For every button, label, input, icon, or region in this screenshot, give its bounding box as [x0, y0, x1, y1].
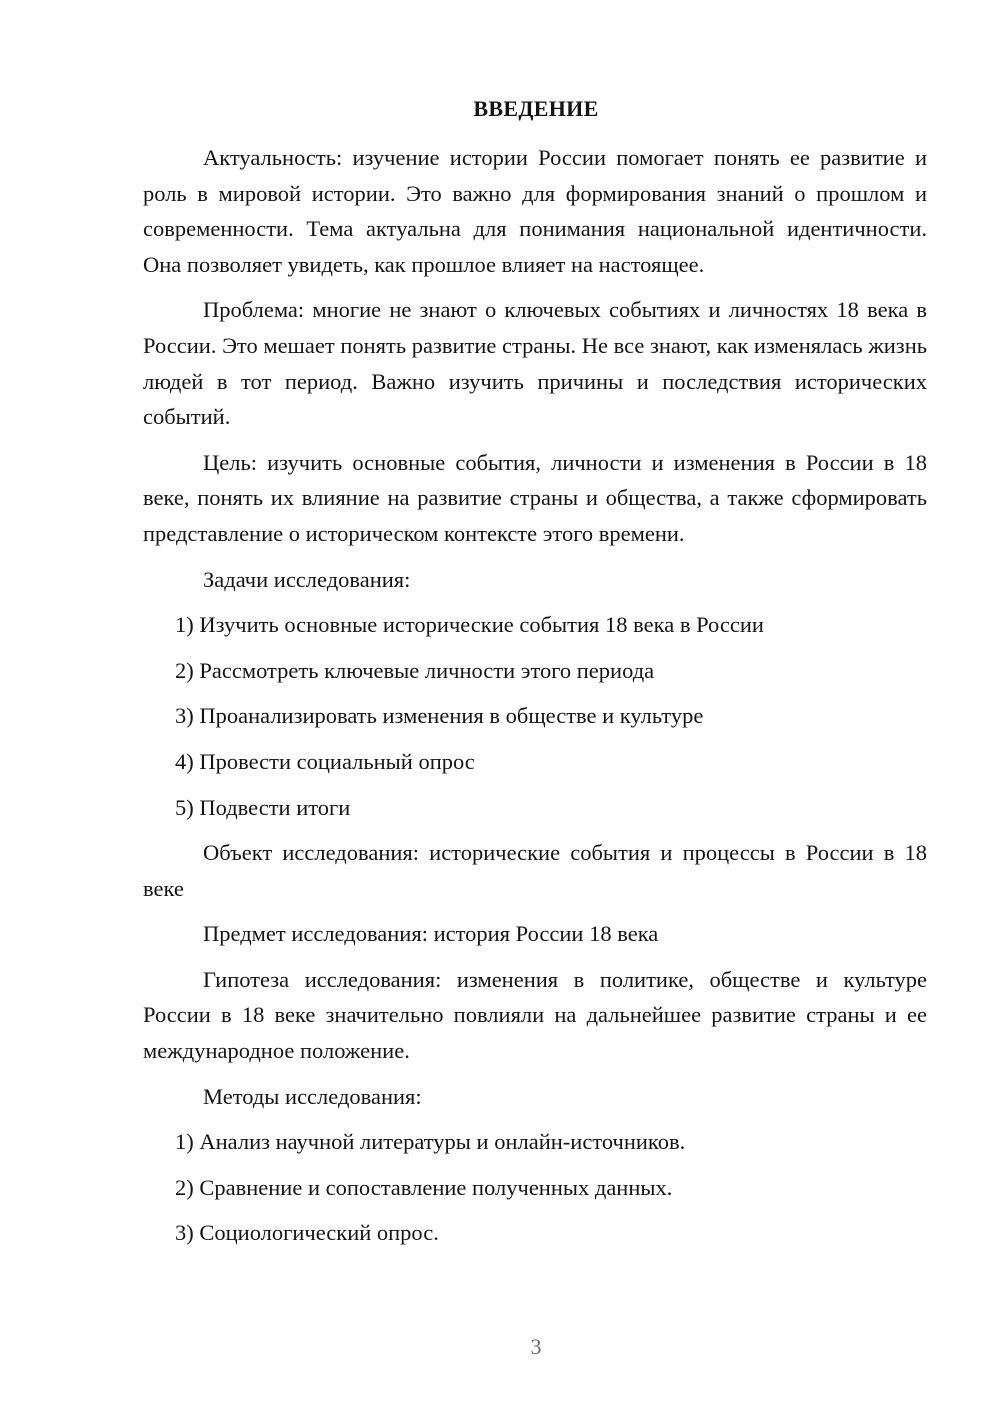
- task-item: 5) Подвести итоги: [175, 794, 351, 820]
- method-item: 2) Сравнение и сопоставление полученных данных.: [175, 1174, 673, 1200]
- task-item: 4) Провести социальный опрос: [175, 748, 475, 774]
- task-item: 3) Проанализировать изменения в обществе и культуре: [175, 703, 704, 729]
- relevance-paragraph: Актуальность: изучение истории России помогает понять ее развитие и роль в мировой истории. Это важно для формирования знаний о прошлом и современности. Тема актуальна для понимания национальной идентичности. Она позволяет увидеть, как прошлое влияет на настоящее.: [143, 145, 927, 277]
- object-paragraph: Объект исследования: исторические события и процессы в России в 18 веке: [143, 840, 927, 901]
- subject-paragraph: Предмет исследования: история России 18 века: [203, 921, 659, 947]
- hypothesis-paragraph: Гипотеза исследования: изменения в политике, обществе и культуре России в 18 веке значительно повлияли на дальнейшее развитие страны и ее международное положение.: [143, 966, 927, 1064]
- method-item: 3) Социологический опрос.: [175, 1220, 439, 1246]
- document-body: [143, 140, 927, 1261]
- goal-paragraph: Цель: изучить основные события, личности и изменения в России в 18 веке, понять их влияние на развитие страны и общества, а также сформировать представление о историческом контексте этого времени.: [143, 449, 927, 546]
- method-item: 1) Анализ научной литературы и онлайн-источников.: [175, 1129, 686, 1155]
- page-number: 3: [530, 1334, 542, 1359]
- task-item: 1) Изучить основные исторические события 18 века в России: [175, 612, 764, 638]
- tasks-title: Задачи исследования:: [203, 566, 411, 592]
- problem-paragraph: Проблема: многие не знают о ключевых событиях и личностях 18 века в России. Это мешает понять развитие страны. Не все знают, как изменялась жизнь людей в тот период. Важно изучить причины и последствия исторических событий.: [143, 297, 927, 430]
- page-title: ВВЕДЕНИЕ: [473, 96, 599, 121]
- task-item: 2) Рассмотреть ключевые личности этого периода: [175, 657, 655, 683]
- methods-title: Методы исследования:: [203, 1083, 422, 1109]
